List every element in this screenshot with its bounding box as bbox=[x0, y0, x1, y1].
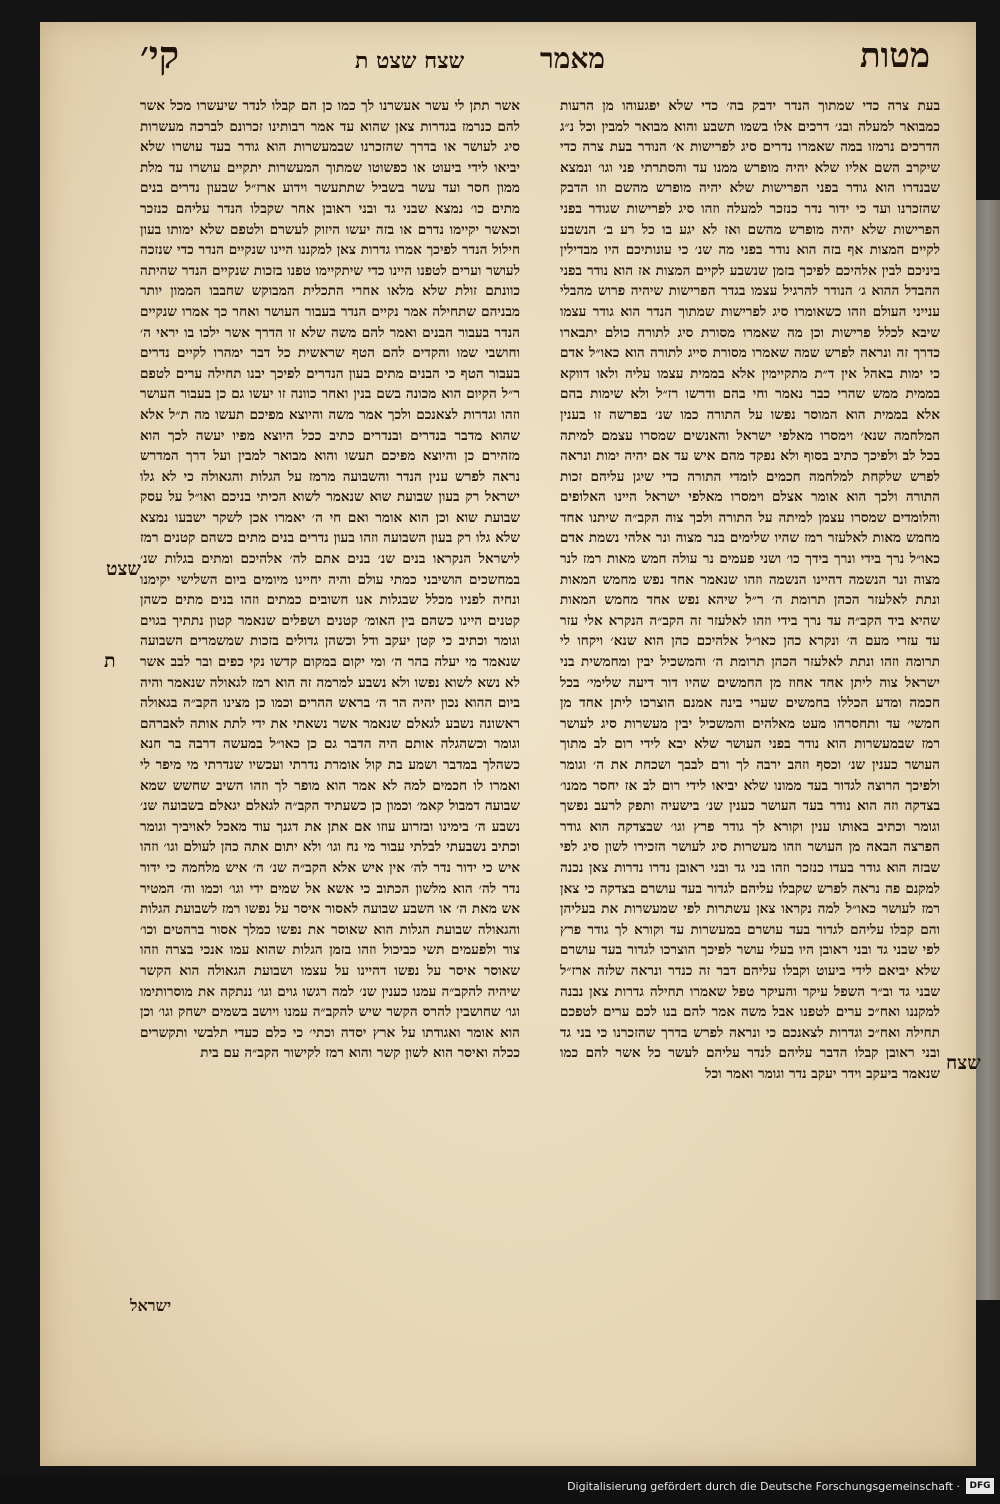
folio-number: קי׳ bbox=[140, 32, 180, 77]
header-parasha: מטות bbox=[859, 36, 930, 76]
left-column bbox=[140, 96, 520, 1336]
page-edge bbox=[975, 200, 1000, 1300]
right-column bbox=[560, 96, 940, 1336]
right-column-text: בעת צרה כדי שמתוך הנדר ידבק בה׳ כדי שלא יפגעוהו מן הרעות כמבואר למעלה ובג׳ דרכים אלו בשמו תשבע והוא מבואר למבין וכל נ״ג הדרכים נרמזו במה שאמרו נדרים סיג לפרישות א׳ הנודר בעת צרה כדי שיקרב השם אליו שלא יהיה מופרש ממנו עד והסתרתי פני וגו׳ ונמצא שבנדרו הוא גודר בפני הפרישות שלא יהיה מופרש מהשם וזו הדבק שהזכרנו ועד כי ידור נדר כנזכר למעלה וזהו סיג לפרישות שגודר בפני הפרישות שלא יהיה מופרש מהשם ואז לא יגע בו כל רע ב׳ הנשבע לקיים המצות אף בזה הוא נודר בפני מה שנ׳ כי עונותיכם היו מבדילין ביניכם לבין אלהיכם לפיכך בזמן שנשבע לקיים המצות אז הוא נודר בפני ההבדל ההוא ג׳ הנודר להרגיל עצמו בגדר הפרישות שיהיה פרוש מהבלי ענייני העולם וזהו כשאומרו סיג לפרישות שמתוך הנדר הוא גודר עצמו שיבא לכלל פרישות וכן מה שאמרו מסורת סיג לתורה כולם יתבארו כדרך זה ונראה לפרש שמה שאמרו מסורת סייג לתורה הוא כאו״ל אדם כי ימות באהל אין ד״ת מתקיימין אלא בממית עצמו עליה ולאו דווקא בממית ממש שהרי כבר נאמר וחי בהם ודרשו רז״ל ולא שימות בהם אלא בממית הוא המוסר נפשו על התורה כמו שנ׳ בפרשה זו בענין המלחמה שנא׳ וימסרו מאלפי ישראל והאנשים שמסרו עצמם למיתה בכל לב ולפיכך כתיב בסוף ולא נפקד מהם איש עד אם יהיה ימות ונראה לפרש שלקחת למלחמה חכמים לומדי התורה כדי שיגן עליהם זכות התורה ולכך הוא אומר אצלם וימסרו מאלפי ישראל היינו האלופים והלומדים שמסרו עצמן למיתה על התורה ולכך צוה הקב״ה שיתנו אחד מחמש מאות לאלעזר רמז שהיו שלימים בנר מצוה ונר אלהי נשמת אדם כאו״ל נרך בידי ונרך בידך כו׳ ושני פעמים נר עולה חמש מאות רמז לנר מצוה ונר הנשמה דהיינו הנשמה וזהו שנאמר אחד נפש מחמש המאות ונתת לאלעזר הכהן תרומת ה׳ ר״ל שיהא נפש אחד מחמש המאות שהיא ביד הקב״ה עד נרך בידי וזהו לאלעזר זה הקב״ה הנקרא אלי עזר עד עזרי מעם ה׳ ונקרא כהן כאו״ל אלהיכם כהן הוא שנא׳ ויקחו לי תרומה וזהו ונתת לאלעזר הכהן תרומת ה׳ והמשכיל יבין ומחמשית בני ישראל צוה ליתן אחד אחוז מן החמשים שהיו דור דיעה שלימי׳ בכל חכמה ומדע הכללו בחמשים שערי בינה אמנם הוצרכו ליתן אחד מן חמשי׳ עד ותחסרהו מעט מאלהים והמשכיל יבין מעשרות סיג לעושר רמז שבמעשרות הוא נודר בפני העושר שלא יבא לידי רום לב מתוך העושר כענין שנ׳ וכסף וזהב ירבה לך ורם לבבך ושכחת את ה׳ וגומר ולפיכך הרוצה לגדור בעד ממונו שלא יביאו לידי רום לב אז יחסר ממנו׳ בצדקה וזה הוא נודר בעד העושר כענין שנ׳ בישעיה ותפק לרעב נפשך וגומר וכתיב באותו ענין וקורא לך גודר פרץ וגו׳ שבצדקה הוא גודר הפרצה הבאה מן העושר וזהו מעשרות סיג לעושר הזכירו לשון סיג לפי שבזה הוא גודר בעדו כנזכר וזהו בני גד ובני ראובן נדרו נדרות צאן נכנה למקנם פה נראה לפרש שקבלו עליהם לגדור בעד עושרם בצדקה כי צאן רמז לעושר כאו״ל למה נקראו צאן עשתרות לפי שמעשרות את בעליהן והם קבלו עליהם לגדור בעד עושרם במעשרות עד וקורא לך גודר פרץ לפי שבני גד ובני ראובן היו בעלי עושר לפיכך הוצרכו לגדור בעד עושרם שלא יביאם לידי ביעוט וקבלו עליהם דבר זה כנדר ונראה שלזה ארז״ל שבני גד וב״ר השפל עיקר והעיקר טפל שאמרו תחילה גדרות צאן נבנה למקננו ואח״כ ערים לטפנו אבל משה אמר להם בנו לכם ערים לטפכם תחילה ואח״כ וגדרות לצאנכם כי ונראה לפרש בדרך שהזכרנו כי בני גד ובני ראובן קבלו הדבר עליהם לנדר עליהם לעשר כל אשר להם כמו שנאמר ביעקב וידר יעקב נדר וגומר ואמר וכל bbox=[560, 98, 940, 1082]
margin-note-2: ת bbox=[104, 650, 116, 672]
dfg-logo-icon: DFG bbox=[966, 1478, 994, 1494]
header-section: מאמר bbox=[540, 42, 605, 75]
footer-credit: Digitalisierung gefördert durch die Deutsche Forschungsgemeinschaft · bbox=[567, 1480, 960, 1493]
catchword: ישראל bbox=[130, 1296, 172, 1315]
margin-note-3: שצח bbox=[946, 1052, 981, 1074]
header-subsection: שצח שצט ת bbox=[355, 48, 465, 74]
left-column-text: אשר תתן לי עשר אעשרנו לך כמו כן הם קבלו לנדר שיעשרו מכל אשר להם כנרמז בגדרות צאן שהוא עד אמר רבותינו זכרונם לברכה מעשרות סיג לעושר או בדרך שהזכרנו שבמעשרות הוא גודר בעד עושרו שלא יביאו לידי ביעוט או כפשוטו שמתוך המעשרות יתקיים עושרו עד מלת ממון חסר ועד עשר בשביל שתתעשר וידוע ארז״ל שבעון נדרים בנים מתים כו׳ נמצא שבני גד ובני ראובן אחר שקבלו הנדר עליהם כנזכר וכאשר יקיימו נדרם או בזה יעשו היזוק לעשרם ולטפם שלא ימותו בעון חילול הנדר לפיכך אמרו גדרות צאן למקננו היינו שנקיים הנדר כדי שנזכה לעושר וערים לטפנו היינו כדי שיתקיימו טפנו בזכות שנקיים הנדר שהיתה כוונתם זולת שלא מלאו אחרי התכלית המבוקש שחבבו הממון יותר מבניהם שתחילה אמר נקיים הנדר בעבור העושר ואחר כך אמרו שנקיים הנדר בעבור הבנים ואמר להם משה שלא זו הדרך אשר ילכו בו יראי ה׳ וחושבי שמו והקדים להם הטף שראשית כל דבר ימהרו לקיים נדרים בעבור הטף כי הבנים מתים בעון הנדרים לפיכך יבנו תחילה ערים לטפם ר״ל הקיום הוא מכונה בשם בנין ואחר כוונה זו יעשו גם כן בעבור העושר וזהו וגדרות לצאנכם ולכך אמר משה והיוצא מפיכם תעשו מה ת״ל אלא שהוא מדבר בנדרים ובנדרים כתיב ככל היוצא מפיו יעשה לכך הוא מזהירם כן והיוצא מפיכם תעשו והוא מבואר למבין ועל דרך המדרש נראה לפרש ענין הנדר והשבועה מרמז על הגלות והגאולה כי לא גלו ישראל רק בעון שבועת שוא שנאמר לשוא הכיתי בניכם ואו״ל על עסק שבועת שוא וכן הוא אומר ואם חי ה׳ יאמרו אכן לשקר ישבעו נמצא שלא גלו רק בעון השבועה וזהו בעון נדרים בנים מתים כשהם קטנים רמז לישראל הנקראו בנים שנ׳ בנים אתם לה׳ אלהיכם ומתים בגלות שנ׳ במחשכים הושיבני כמתי עולם והיה יחיינו מיומים ביום השלישי יקימנו ונחיה לפניו מכלל שבגלות אנו חשובים כמתים וזהו בנים מתים כשהן קטנים היינו כשהם בין האומ׳ קטנים ושפלים שנאמר קטון נתתיך בגוים וגומר וכתיב כי קטן יעקב ודל וכשהן גדולים בזכות שמשמרים השבועה שנאמר מי יעלה בהר ה׳ ומי יקום במקום קדשו נקי כפים ובר לבב אשר לא נשא לשוא נפשו ולא נשבע למרמה זה הוא רמז לגאולה שנאמר והיה ביום ההוא נכון יהיה הר ה׳ בראש ההרים וכמו כן מצינו הקב״ה בגאולה ראשונה נשבע לגאלם שנאמר אשר נשאתי את ידי לתת אותה לאברהם וגומר וכשהגלה אותם היה הדבר גם כן כאו״ל במעשה דרבה בר חנא כשהלך במדבר ושמע בת קול אומרת נדרתי ועכשיו שנדרתי מי מיפר לי ואמרו לו חכמים למה לא אמר הוא מופר לך וזהו השיב שחשש שמא שבועה דמבול קאמ׳ וכמון כן כשעתיד הקב״ה לגאלם יגאלם בשבועה שנ׳ נשבע ה׳ בימינו ובזרוע עוזו אם אתן את דגנך עוד מאכל לאויביך וגומר וכתיב נשבעתי לבלתי עבור מי נח וגו׳ ולא יתום אתה כהן לעולם וגו׳ וזהו איש כי ידור נדר לה׳ אין איש אלא הקב״ה שנ׳ ה׳ איש מלחמה כי ידור נדר לה׳ הוא מלשון הכתוב כי אשא אל שמים ידי וגו׳ וכמו וה׳ המטיר אש מאת ה׳ או השבע שבועה לאסור איסר על נפשו רמז לשבועת הגלות והגאולה שבועת הגלות הוא שאוסר את נפשו כמלך אסור ברהטים וכו׳ צור ולפעמים תשי כביכול וזהו בזמן הגלות שהוא עמו אנכי בצרה וזהו שאוסר איסר על נפשו דהיינו על עצמו ושבועת הגאולה הוא הקשר שיהיה להקב״ה עמנו כענין שנ׳ למה רגשו גוים וגו׳ ננתקה את מוסרותימו וגו׳ שחושבין להרס הקשר שיש להקב״ה עמנו ויושב בשמים ישחק וגו׳ וכן הוא אומר ואגודתו על ארץ יסדה וכתי׳ כי כלם כעדי תלבשי ותקשרים ככלה ואיסר הוא לשון קשר והוא רמז לקישור הקב״ה עם בית bbox=[140, 98, 520, 1062]
text-columns bbox=[140, 96, 940, 1336]
margin-note-1: שצט bbox=[106, 558, 141, 580]
footer-bar bbox=[0, 1474, 1000, 1504]
running-header bbox=[140, 32, 930, 86]
